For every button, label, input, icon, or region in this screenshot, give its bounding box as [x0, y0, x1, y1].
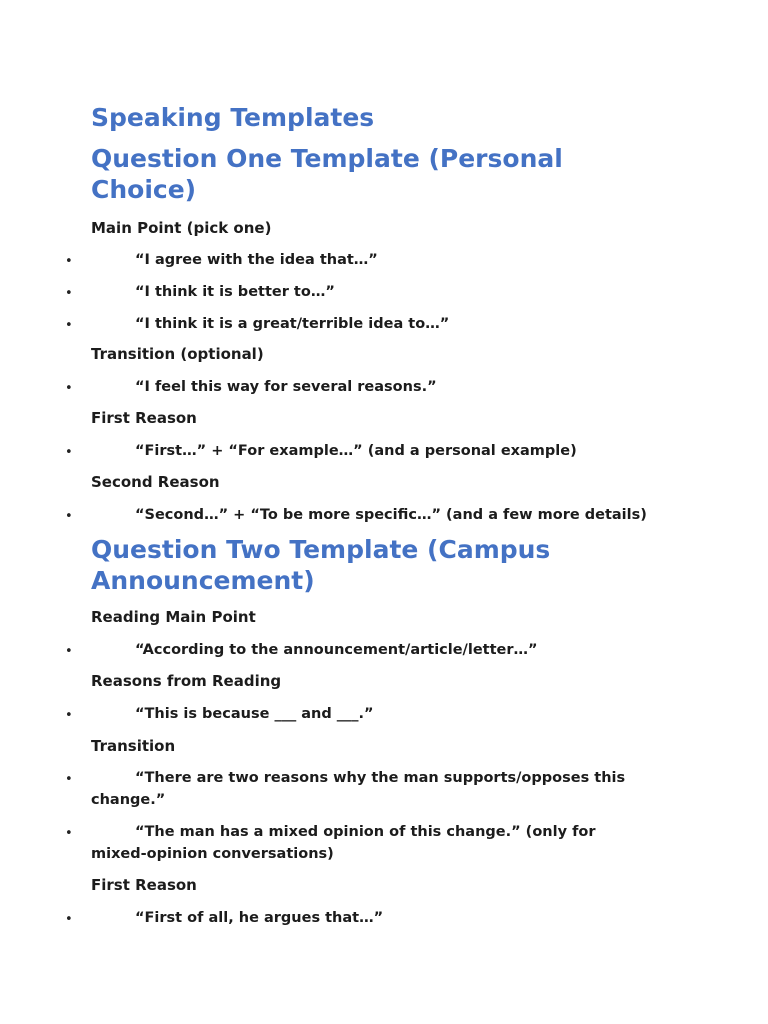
q2-reasons-reading-label: Reasons from Reading	[91, 672, 282, 690]
bullet-icon: •	[65, 445, 73, 460]
bullet-icon: •	[65, 912, 73, 927]
q1-heading: Question One Template (Personal Choice)	[91, 144, 563, 204]
list-item: “This is because ___ and ___.”	[135, 706, 374, 722]
bullet-icon: •	[65, 286, 73, 301]
q1-transition-label: Transition (optional)	[91, 345, 264, 363]
bullet-icon: •	[65, 772, 73, 787]
q1-main-point-label: Main Point (pick one)	[91, 219, 272, 237]
q2-heading: Question Two Template (Campus Announcement)	[91, 535, 551, 595]
list-item: “I agree with the idea that…”	[135, 252, 378, 268]
q1-first-reason-label: First Reason	[91, 409, 197, 427]
bullet-icon: •	[65, 254, 73, 269]
list-item: “First of all, he argues that…”	[135, 910, 384, 926]
page-title: Speaking Templates	[91, 103, 375, 132]
q1-second-reason-label: Second Reason	[91, 473, 220, 491]
list-item: “I feel this way for several reasons.”	[135, 379, 437, 395]
bullet-icon: •	[65, 318, 73, 333]
q2-reading-main-label: Reading Main Point	[91, 608, 256, 626]
list-item: “Second…” + “To be more specific…” (and a few more details)	[135, 507, 647, 523]
bullet-icon: •	[65, 826, 73, 841]
q2-first-reason-label: First Reason	[91, 876, 197, 894]
list-item: “The man has a mixed opinion of this change.” (only for mixed-opinion conversations)	[91, 824, 596, 862]
list-item: “According to the announcement/article/letter…”	[135, 642, 538, 658]
bullet-icon: •	[65, 381, 73, 396]
q2-transition-label: Transition	[91, 737, 176, 755]
list-item: “I think it is better to…”	[135, 284, 335, 300]
bullet-icon: •	[65, 708, 73, 723]
list-item: “First…” + “For example…” (and a personal example)	[135, 443, 577, 459]
bullet-icon: •	[65, 644, 73, 659]
bullet-icon: •	[65, 509, 73, 524]
list-item: “I think it is a great/terrible idea to…”	[135, 316, 450, 332]
list-item: “There are two reasons why the man supports/opposes this change.”	[91, 770, 626, 808]
